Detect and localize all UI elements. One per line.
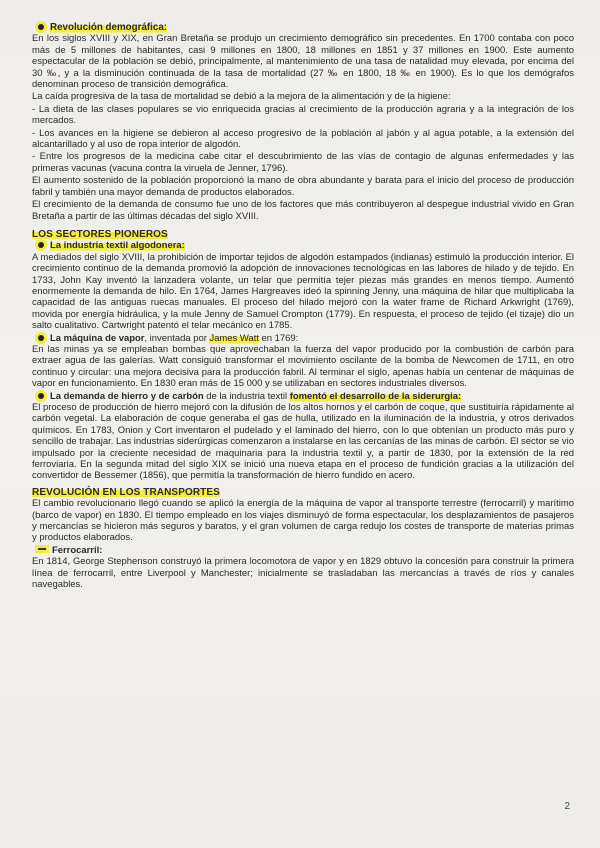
dash-bullet-icon xyxy=(38,548,46,550)
bullet-icon xyxy=(38,242,44,248)
heading-ferrocarril: Ferrocarril: xyxy=(32,545,574,556)
paragraph-demografia-4: El crecimiento de la demanda de consumo fue uno de los factores que más contribuyeron al despegue industrial vivido en Gran Bretaña a partir de las últimas décadas del siglo XVIII. xyxy=(32,199,574,222)
list-item-medicina: - Entre los progresos de la medicina cabe citar el descubrimiento de las vías de contagio de algunas enfermedades y las primeras vacunas (vacuna contra la viruela de Jenner, 1796). xyxy=(32,151,574,174)
paragraph-demografia-1: En los siglos XVIII y XIX, en Gran Bretaña se produjo un crecimiento demográfico sin precedentes. En 1700 contaba con poco más de 5 millones de habitantes, casi 9 millones en 1800, 18 millones en 1851 y 37 millones en 1900. Este aumento espectacular de la población se debió, principalmente, al mantenimiento de una tasa de natalidad muy elevada, por encima del 30 ‰, y a la disminución continuada de la tasa de mortalidad (27 ‰ en 1800, 18 ‰ en 1900). Es lo que los demógrafos denominan proceso de transición demográfica. xyxy=(32,33,574,91)
bullet-icon xyxy=(38,24,44,30)
paragraph-vapor: En las minas ya se empleaban bombas que aprovechaban la fuerza del vapor producido por la combustión de carbón para extraer agua de las galerías. Watt consiguió transformar el movimiento oscilante de la bomba de Newcomen de 1711, en otro continuo y circular: una mejora decisiva para la producción fabril. Al terminar el siglo, apenas había un centenar de máquinas de vapor en funcionamiento. En 1830 eran más de 15 000 y se utilizaban en sectores industriales diversos. xyxy=(32,343,574,390)
paragraph-transportes: El cambio revolucionario llegó cuando se aplicó la energía de la máquina de vapor al transporte terrestre (ferrocarril) y marítimo (barco de vapor) en 1830. El tiempo empleado en los viajes disminuyó de forma espectacular, los desplazamientos de pasajeros y mercancías se hicieron más seguros y baratos, y el gran volumen de carga redujo los costes de transporte de materias primas y productos elaborados. xyxy=(32,498,574,544)
bullet-icon xyxy=(38,335,44,341)
section-title-sectores: LOS SECTORES PIONEROS xyxy=(32,228,168,240)
section-title-transportes: REVOLUCIÓN EN LOS TRANSPORTES xyxy=(32,486,220,498)
heading-vapor: La máquina de vapor, inventada por James Watt en 1769: xyxy=(32,333,574,344)
list-item-dieta: - La dieta de las clases populares se vio enriquecida gracias al crecimiento de la producción agraria y a la integración de los mercados. xyxy=(32,103,574,127)
bullet-icon xyxy=(38,393,44,399)
page-number: 2 xyxy=(564,801,570,812)
paragraph-textil: A mediados del siglo XVIII, la prohibición de importar tejidos de algodón estampados (indianas) estimuló la producción interior. El crecimiento continuo de la demanda promovió la adopción de innovaciones tecnológicas en las labores de hilado y de tejido. En 1733, John Kay inventó la lanzadera volante, un telar que permitía tejer piezas más grandes en menos tiempo. Aumentó enormemente la demanda de hilo. En 1764, James Hargreaves ideó la spinning Jenny, una máquina de hilar que multiplicaba la capacidad de las antiguas ruecas manuales. El proceso del hilado mejoró con la water frame de Richard Arkwright (1769), movida por energía hidráulica, y la mule Jenny de Samuel Crompton (1779). En respuesta, el proceso de tejido (el tizaje) dio un salto cualitativo. Cartwright patentó el telar mecánico en 1785. xyxy=(32,251,574,332)
heading-revolucion-demografica: Revolución demográfica: xyxy=(32,22,574,33)
paragraph-demografia-3: El aumento sostenido de la población proporcionó la mano de obra abundante y barata para el inicio del proceso de producción fabril y también una mayor demanda de productos elaborados. xyxy=(32,175,574,198)
paragraph-hierro: El proceso de producción de hierro mejoró con la difusión de los altos hornos y el carbón de coque, que sustituiría rápidamente al carbón vegetal. La elaboración de coque generaba el gas de hulla, utilizado en la iluminación de la industria, y otros derivados químicos. En 1783, Onion y Cort inventaron el pudelado y el laminado del hierro, con lo que obtenían un producto más puro y sencillo de trabajar. Las industrias siderúrgicas comenzaron a instalarse en las cercanías de las minas de carbón. El sector se vio impulsado por la creciente necesidad de maquinaria para la industria textil y, a partir de 1830, por la extensión de la red ferroviaria. En la segunda mitad del siglo XIX se inició una nueva etapa en el proceso de fundición gracias a la utilización del convertidor de Bessemer (1856), que permitía la transformación de hierro fundido en acero. xyxy=(32,402,574,482)
heading-hierro: La demanda de hierro y de carbón de la industria textil fomentó el desarrollo de la siderurgia: xyxy=(32,391,574,402)
paragraph-demografia-2: La caída progresiva de la tasa de mortalidad se debió a la mejora de la alimentación y de la higiene: xyxy=(32,91,451,103)
paragraph-ferrocarril: En 1814, George Stephenson construyó la primera locomotora de vapor y en 1829 obtuvo la concesión para construir la primera línea de ferrocarril, entre Liverpool y Manchester; inicialmente se trasladaban las mercancías a través de ríos y canales navegables. xyxy=(32,556,574,591)
heading-textil: La industria textil algodonera: xyxy=(32,240,574,251)
list-item-higiene: - Los avances en la higiene se debieron al acceso progresivo de la población al jabón y al agua potable, a la extensión del alcantarillado y al uso de ropa interior de algodón. xyxy=(32,127,574,151)
